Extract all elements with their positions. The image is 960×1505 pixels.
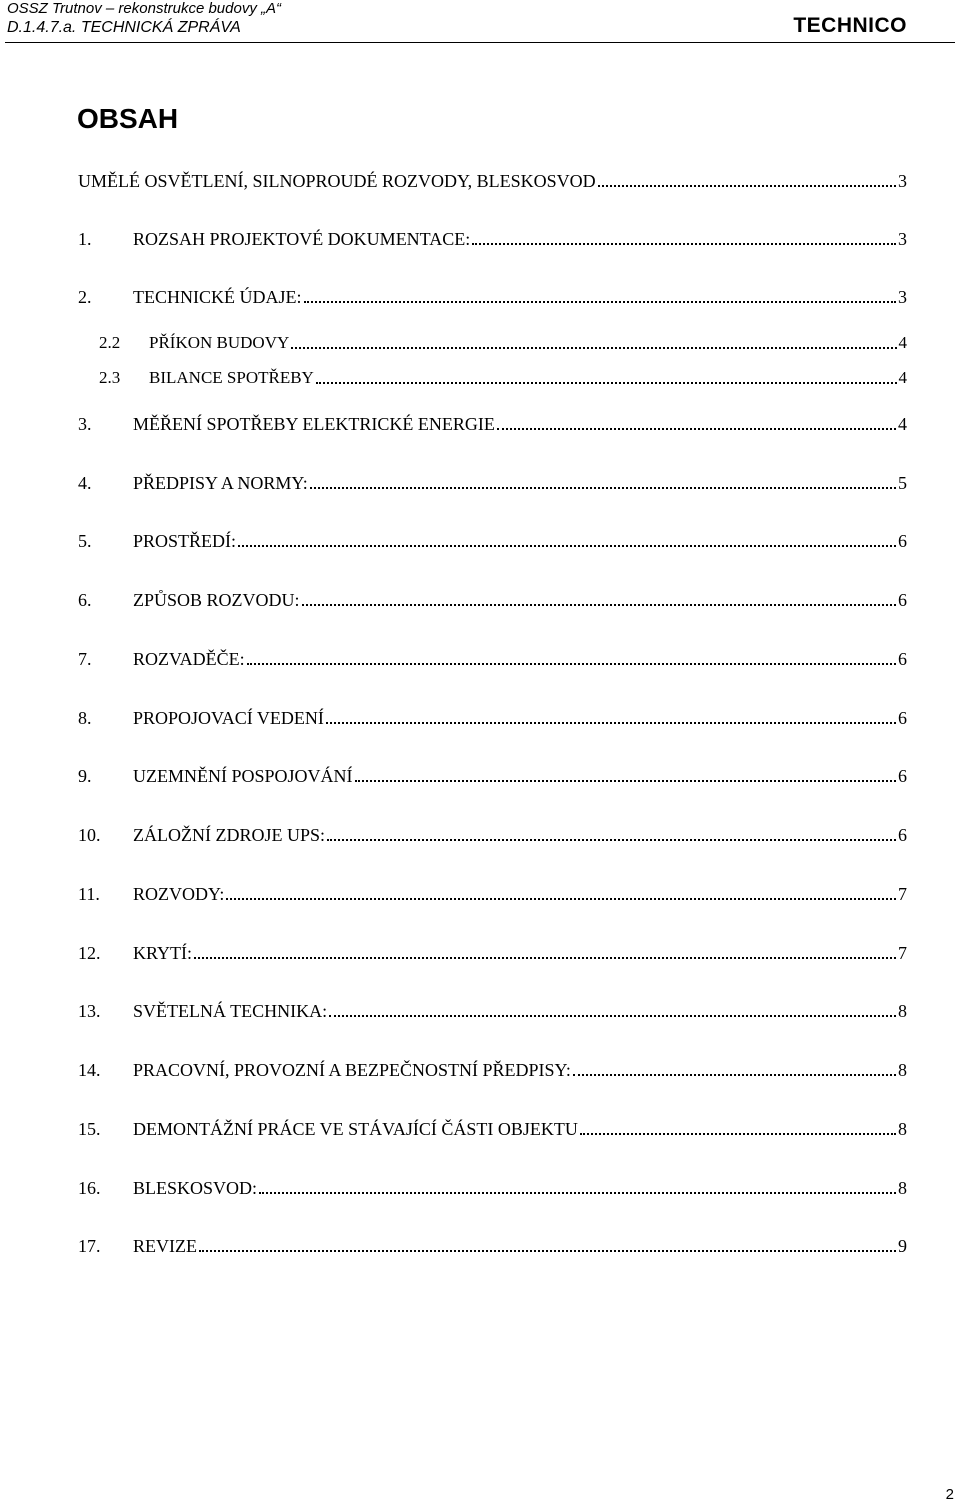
toc-entry[interactable] bbox=[78, 766, 907, 786]
toc-entry-number: 17. bbox=[78, 1236, 101, 1256]
toc-entry[interactable] bbox=[78, 1236, 907, 1256]
toc-entry-page: 9 bbox=[898, 1236, 907, 1256]
toc-entry[interactable] bbox=[78, 1001, 907, 1021]
toc-entry[interactable] bbox=[78, 708, 907, 728]
toc-entry[interactable] bbox=[78, 1119, 907, 1139]
toc-entry-number: 11. bbox=[78, 884, 100, 904]
toc-entry-page: 8 bbox=[898, 1119, 907, 1139]
toc-entry-number: 13. bbox=[78, 1001, 101, 1021]
toc-entry-number: 10. bbox=[78, 825, 101, 845]
toc-entry[interactable] bbox=[99, 333, 907, 353]
toc-entry-title: PROPOJOVACÍ VEDENÍ bbox=[133, 708, 324, 728]
toc-entry[interactable] bbox=[78, 943, 907, 963]
toc-dot-leader bbox=[291, 346, 896, 349]
brand-logo: TECHNICO bbox=[793, 14, 907, 37]
toc-entry-number: 16. bbox=[78, 1178, 101, 1198]
toc-entry-title: BLESKOSVOD: bbox=[133, 1178, 258, 1198]
toc-entry-title: PRACOVNÍ, PROVOZNÍ A BEZPEČNOSTNÍ PŘEDPISY: bbox=[133, 1060, 571, 1080]
toc-entry-page: 8 bbox=[898, 1178, 907, 1198]
toc-entry-title: ZÁLOŽNÍ ZDROJE UPS: bbox=[133, 825, 325, 845]
toc-dot-leader bbox=[329, 1014, 896, 1017]
toc-entry-title: SVĚTELNÁ TECHNIKA: bbox=[133, 1001, 328, 1021]
toc-entry-title: PROSTŘEDÍ: bbox=[133, 531, 237, 551]
project-name: OSSZ Trutnov – rekonstrukce budovy „A“ bbox=[7, 0, 281, 17]
toc-entry-number: 4. bbox=[78, 473, 92, 493]
toc-entry-title: BILANCE SPOTŘEBY bbox=[149, 368, 314, 387]
toc-entry[interactable] bbox=[78, 531, 907, 551]
toc-entry-number: 6. bbox=[78, 590, 92, 610]
toc-entry-number: 2. bbox=[78, 287, 92, 307]
toc-entry-page: 4 bbox=[898, 414, 907, 434]
toc-entry[interactable] bbox=[78, 590, 907, 610]
toc-entry[interactable] bbox=[78, 287, 907, 307]
toc-dot-leader bbox=[326, 721, 896, 724]
toc-dot-leader bbox=[355, 779, 896, 782]
toc-entry-title: ROZSAH PROJEKTOVÉ DOKUMENTACE: bbox=[133, 229, 471, 249]
toc-entry-title: UMĚLÉ OSVĚTLENÍ, SILNOPROUDÉ ROZVODY, BLESKOSVOD bbox=[78, 171, 596, 191]
toc-dot-leader bbox=[316, 381, 897, 384]
toc-entry[interactable] bbox=[78, 473, 907, 493]
toc-entry-number: 12. bbox=[78, 943, 101, 963]
toc-dot-leader bbox=[302, 603, 896, 606]
toc-dot-leader bbox=[598, 184, 896, 187]
toc-entry-title: KRYTÍ: bbox=[133, 943, 193, 963]
toc-entry[interactable] bbox=[78, 649, 907, 669]
toc-dot-leader bbox=[247, 662, 896, 665]
page-header bbox=[5, 0, 955, 43]
toc-entry[interactable] bbox=[78, 1178, 907, 1198]
toc-entry-page: 6 bbox=[898, 649, 907, 669]
toc-entry-page: 6 bbox=[898, 708, 907, 728]
toc-entry[interactable] bbox=[99, 368, 907, 388]
toc-entry-page: 8 bbox=[898, 1001, 907, 1021]
toc-dot-leader bbox=[327, 838, 896, 841]
toc-dot-leader bbox=[573, 1073, 896, 1076]
toc-entry-title: PŘEDPISY A NORMY: bbox=[133, 473, 308, 493]
toc-entry-title: UZEMNĚNÍ POSPOJOVÁNÍ bbox=[133, 766, 353, 786]
toc-entry[interactable] bbox=[78, 171, 907, 191]
toc-entry[interactable] bbox=[78, 1060, 907, 1080]
toc-dot-leader bbox=[580, 1132, 896, 1135]
toc-entry-page: 3 bbox=[898, 287, 907, 307]
toc-entry-page: 4 bbox=[898, 368, 907, 387]
toc-entry-page: 3 bbox=[898, 229, 907, 249]
toc-entry-page: 4 bbox=[898, 333, 907, 352]
toc-entry-number: 7. bbox=[78, 649, 92, 669]
toc-entry-page: 6 bbox=[898, 825, 907, 845]
toc-entry-page: 6 bbox=[898, 766, 907, 786]
document-title: D.1.4.7.a. TECHNICKÁ ZPRÁVA bbox=[7, 19, 241, 36]
toc-entry-page: 5 bbox=[898, 473, 907, 493]
toc-entry-title: DEMONTÁŽNÍ PRÁCE VE STÁVAJÍCÍ ČÁSTI OBJEKTU bbox=[133, 1119, 578, 1139]
toc-entry-number: 15. bbox=[78, 1119, 101, 1139]
toc-entry-number: 5. bbox=[78, 531, 92, 551]
toc-entry-number: 9. bbox=[78, 766, 92, 786]
toc-entry-number: 2.3 bbox=[99, 368, 121, 387]
toc-entry-page: 6 bbox=[898, 590, 907, 610]
toc-entry-number: 2.2 bbox=[99, 333, 121, 352]
toc-entry-page: 8 bbox=[898, 1060, 907, 1080]
toc-entry-page: 6 bbox=[898, 531, 907, 551]
toc-entry-page: 7 bbox=[898, 884, 907, 904]
toc-dot-leader bbox=[259, 1191, 896, 1194]
toc-entry-number: 8. bbox=[78, 708, 92, 728]
toc-entry[interactable] bbox=[78, 414, 907, 434]
toc-entry[interactable] bbox=[78, 884, 907, 904]
toc-entry-title: MĚŘENÍ SPOTŘEBY ELEKTRICKÉ ENERGIE bbox=[133, 414, 495, 434]
toc-entry[interactable] bbox=[78, 229, 907, 249]
toc-dot-leader bbox=[497, 427, 896, 430]
toc-entry-title: ROZVODY: bbox=[133, 884, 225, 904]
toc-dot-leader bbox=[226, 897, 896, 900]
page-title: OBSAH bbox=[77, 103, 179, 134]
toc-dot-leader bbox=[194, 956, 896, 959]
toc-dot-leader bbox=[304, 300, 897, 303]
page-number: 2 bbox=[945, 1486, 954, 1503]
toc-entry-title: REVIZE bbox=[133, 1236, 197, 1256]
toc-entry-title: ZPŮSOB ROZVODU: bbox=[133, 590, 300, 610]
toc-dot-leader bbox=[199, 1249, 896, 1252]
toc-entry-number: 14. bbox=[78, 1060, 101, 1080]
toc-entry-page: 3 bbox=[898, 171, 907, 191]
toc-entry-number: 3. bbox=[78, 414, 92, 434]
toc-entry[interactable] bbox=[78, 825, 907, 845]
toc-dot-leader bbox=[238, 544, 896, 547]
toc-entry-title: PŘÍKON BUDOVY bbox=[149, 333, 290, 352]
toc-entry-title: ROZVADĚČE: bbox=[133, 649, 245, 669]
toc-entry-title: TECHNICKÉ ÚDAJE: bbox=[133, 287, 302, 307]
toc-entry-page: 7 bbox=[898, 943, 907, 963]
toc-dot-leader bbox=[472, 242, 896, 245]
toc-entry-number: 1. bbox=[78, 229, 92, 249]
toc-dot-leader bbox=[310, 486, 896, 489]
